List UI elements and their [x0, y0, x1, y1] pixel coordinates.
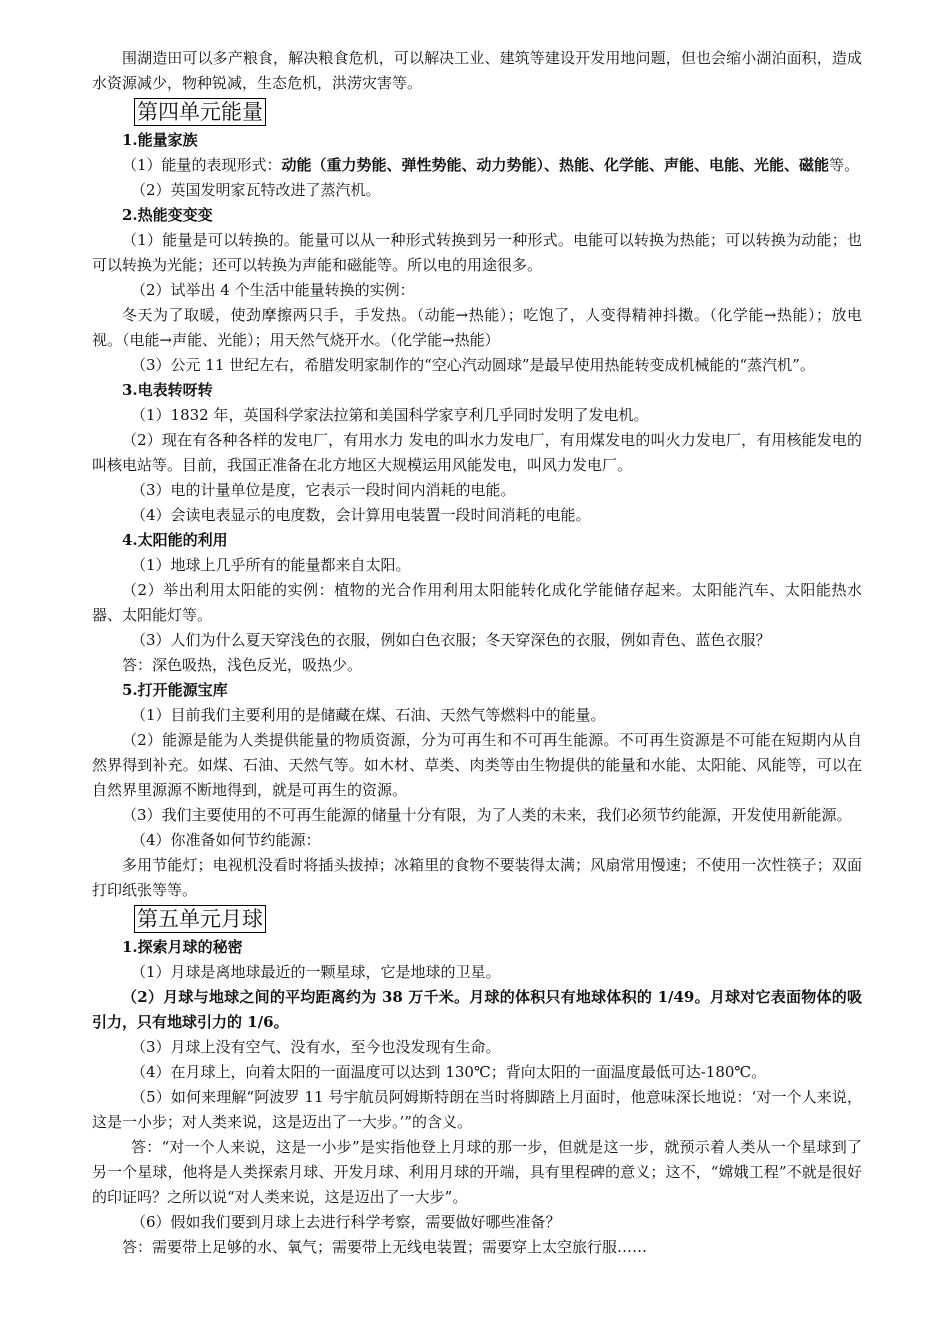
unit4-s5-p4: （4）你准备如何节约能源： — [131, 831, 321, 849]
unit4-s2-heading: 2.热能变变变 — [122, 206, 213, 224]
unit4-s5-p5: 多用节能灯；电视机没看时将插头拔掉；冰箱里的食物不要装得太满；风扇常用慢速；不使用一次性筷子；双面打印纸张等等。 — [92, 856, 862, 899]
unit4-s2-p1: （1）能量是可以转换的。能量可以从一种形式转换到另一种形式。电能可以转换为热能；可以转换为动能；也可以转换为光能；还可以转换为声能和磁能等。所以电的用途很多。 — [92, 231, 862, 274]
unit5-s1-p5: （5）如何来理解“阿波罗 11 号宇航员阿姆斯特朗在当时将脚踏上月面时，他意味深长地说：‘对一个人来说，这是一小步；对人类来说，这是迈出了一大步。’”的含义。 — [92, 1088, 862, 1131]
unit5-s1-p7: （6）假如我们要到月球上去进行科学考察，需要做好哪些准备？ — [131, 1213, 561, 1231]
unit4-s1-p1: （1）能量的表现形式：动能（重力势能、弹性势能、动力势能）、热能、化学能、声能、电能、光能、磁能等。 — [122, 156, 860, 174]
unit4-s2-p3: 冬天为了取暖，使劲摩擦两只手，手发热。（动能→热能）；吃饱了，人变得精神抖擞。（化学能→热能）；放电视。（电能→声能、光能）；用天然气烧开水。（化学能→热能） — [92, 306, 862, 349]
document-page — [92, 46, 862, 1260]
unit4-s1-p2: （2）英国发明家瓦特改进了蒸汽机。 — [131, 181, 381, 199]
unit4-s2-p4: （3）公元 11 世纪左右，希腊发明家制作的“空心汽动圆球”是最早使用热能转变成机械能的“蒸汽机”。 — [131, 356, 815, 374]
unit4-s3-p4: （4）会读电表显示的电度数，会计算用电装置一段时间消耗的电能。 — [131, 506, 591, 524]
unit5-title: 第五单元月球 — [134, 905, 266, 933]
unit4-s2-p2: （2）试举出 4 个生活中能量转换的实例： — [131, 281, 415, 299]
unit5-s1-p4: （4）在月球上，向着太阳的一面温度可以达到 130℃；背向太阳的一面温度最低可达-180℃。 — [131, 1063, 767, 1081]
unit4-s5-heading: 5.打开能源宝库 — [122, 681, 228, 699]
unit4-s4-p1: （1）地球上几乎所有的能量都来自太阳。 — [131, 556, 411, 574]
unit4-s5-p3: （3）我们主要使用的不可再生能源的储量十分有限，为了人类的未来，我们必须节约能源，开发使用新能源。 — [122, 806, 852, 824]
unit5-s1-p2: （2）月球与地球之间的平均距离约为 38 万千米。月球的体积只有地球体积的 1/49。月球对它表面物体的吸引力，只有地球引力的 1/6。 — [92, 988, 862, 1031]
unit5-s1-p3: （3）月球上没有空气、没有水，至今也没发现有生命。 — [131, 1038, 501, 1056]
unit4-s3-p3: （3）电的计量单位是度，它表示一段时间内消耗的电能。 — [131, 481, 516, 499]
unit5-s1-answer: 答：“对一个人来说，这是一小步”是实指他登上月球的那一步，但就是这一步，就预示着人类从一个星球到了另一个星球，他将是人类探索月球、开发月球、利用月球的开端，具有里程碑的意义；这不，“嫦娥工程”不就是很好的印证吗？之所以说“对人类来说，这是迈出了一大步”。 — [92, 1138, 862, 1206]
unit4-s4-heading: 4.太阳能的利用 — [122, 531, 228, 549]
unit5-s1-p1: （1）月球是离地球最近的一颗星球，它是地球的卫星。 — [131, 963, 501, 981]
unit4-s4-p2: （2）举出利用太阳能的实例：植物的光合作用利用太阳能转化成化学能储存起来。太阳能汽车、太阳能热水器、太阳能灯等。 — [92, 581, 862, 624]
intro-paragraph: 围湖造田可以多产粮食，解决粮食危机，可以解决工业、建筑等建设开发用地问题，但也会缩小湖泊面积，造成水资源减少，物种锐减，生态危机，洪涝灾害等。 — [92, 49, 862, 92]
unit4-s4-p3: （3）人们为什么夏天穿浅色的衣服，例如白色衣服；冬天穿深色的衣服，例如青色、蓝色衣服？ — [131, 631, 771, 649]
unit4-s3-p1: （1）1832 年，英国科学家法拉第和美国科学家亨利几乎同时发明了发电机。 — [131, 406, 649, 424]
unit5-s1-heading: 1.探索月球的秘密 — [122, 938, 243, 956]
unit4-title: 第四单元能量 — [134, 98, 266, 126]
unit4-s1-heading: 1.能量家族 — [122, 131, 198, 149]
unit5-s1-answer2: 答：需要带上足够的水、氧气；需要带上无线电装置；需要穿上太空旅行服…… — [122, 1238, 648, 1256]
unit4-s3-p2: （2）现在有各种各样的发电厂，有用水力 发电的叫水力发电厂，有用煤发电的叫火力发电厂，有用核能发电的叫核电站等。目前，我国正准备在北方地区大规模运用风能发电，叫风力发电厂。 — [92, 431, 862, 474]
unit4-s5-p1: （1）目前我们主要利用的是储藏在煤、石油、天然气等燃料中的能量。 — [131, 706, 606, 724]
unit4-s4-answer: 答：深色吸热，浅色反光，吸热少。 — [122, 656, 363, 674]
unit4-s5-p2: （2）能源是能为人类提供能量的物质资源，分为可再生和不可再生能源。不可再生资源是不可能在短期内从自然界得到补充。如煤、石油、天然气等。如木材、草类、肉类等由生物提供的能量和水能、太阳能、风能等，可以在自然界里源源不断地得到，就是可再生的资源。 — [92, 731, 862, 799]
unit4-s3-heading: 3.电表转呀转 — [122, 381, 213, 399]
